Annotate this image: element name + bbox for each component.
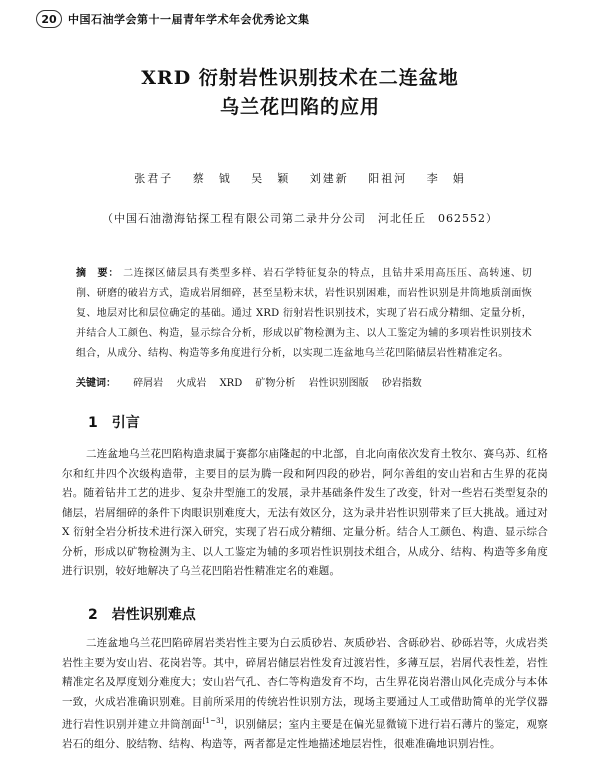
- page-number: 20: [36, 10, 62, 28]
- section-title: 岩性识别难点: [111, 607, 196, 623]
- author: 李 娟: [426, 172, 466, 185]
- keywords-label: 关键词：: [76, 378, 116, 389]
- abstract-label: 摘 要：: [76, 268, 120, 279]
- author: 吴 颖: [251, 172, 291, 185]
- citation: [1~3]: [202, 717, 224, 725]
- paper-title-line-2: 乌兰花凹陷的应用: [219, 96, 380, 118]
- lithology-difficulties-paragraph: [62, 634, 548, 755]
- paper-title: [0, 64, 600, 122]
- running-header: [36, 8, 570, 30]
- author: 张君子: [134, 172, 174, 185]
- section-heading-introduction: [88, 412, 140, 432]
- keyword: XRD 矿物分析: [219, 378, 296, 389]
- abstract-text: 二连探区储层具有类型多样、岩石学特征复杂的特点，且钻井采用高压压、高转速、切削、研磨的破岩方式，造成岩屑细碎，甚至呈粉末状，岩性识别困难，而岩性识别是井筒地质剖面恢复、地层对比和层位确定的基础。通过 XRD 衍射岩性识别技术，实现了岩石成分精细、定量分析，并结合人工颜色、构造，显示综合分析，形成以矿物检测为主、以人工鉴定为辅的多项岩性识别技术组合，从成分、结构、构造等多角度进行分析，以实现二连盆地乌兰花凹陷储层岩性精准定名。: [76, 268, 532, 359]
- section-number: 1: [88, 415, 98, 431]
- keyword: 岩性识别图版: [308, 378, 369, 389]
- keyword: 碎屑岩: [133, 378, 164, 389]
- section-number: 2: [88, 607, 98, 623]
- abstract: [76, 264, 532, 364]
- author-list: [0, 170, 600, 186]
- paper-title-line-1: XRD 衍射岩性识别技术在二连盆地: [141, 67, 459, 89]
- affiliation: （中国石油渤海钻探工程有限公司第二录井分公司 河北任丘 062552）: [102, 212, 498, 225]
- author: 阳祖河: [368, 172, 408, 185]
- introduction-paragraph: 二连盆地乌兰花凹陷构造隶属于赛都尔庙隆起的中北部，自北向南依次发育土牧尔、赛乌苏、红格尔和红井四个次级构造带，主要目的层为腾一段和阿四段的砂岩，阿尔善组的安山岩和古生界的花岗岩。随着钻井工艺的进步、复杂井型施工的发展，录井基础条件发生了改变，针对一些岩石类型复杂的储层，岩屑细碎的条件下肉眼识别难度大，无法有效区分，这为录井岩性识别带来了巨大挑战。通过对 X 衍射全岩分析技术进行深入研究，实现了岩石成分精细、定量分析。结合人工颜色、构造、显示综合分析，形成以矿物检测为主、以人工鉴定为辅的多项岩性识别技术组合，从成分、结构、构造等多角度进行识别，较好地解决了乌兰花凹陷岩性精准定名的难题。: [62, 448, 548, 577]
- author: 刘建新: [309, 172, 349, 185]
- keyword: 火成岩: [176, 378, 207, 389]
- paragraph-text: 二连盆地乌兰花凹陷碎屑岩类岩性主要为白云质砂岩、灰质砂岩、含砾砂岩、砂砾岩等，火成岩类岩性主要为安山岩、花岗岩等。其中，碎屑岩储层岩性发育过渡岩性，多薄互层，岩屑代表性差，岩性精准定名及厚度划分难度大；安山岩气孔、杏仁等构造发育不均，古生界花岗岩潜山风化壳成分与本体一致，火成岩准确识别难。目前所采用的传统岩性识别方法，现场主要通过人工或借助简单的光学仪器进行岩性识别并建立井筒剖面: [62, 637, 548, 731]
- section-title: 引言: [111, 415, 140, 431]
- paragraph-text: ，识别储层；室内主要是在偏光显微镜下进行岩石薄片的鉴定，观察岩石的组分、胶结物、结构、构造等，两者都是定性地描述地层岩性，很难准确地识别岩性。: [62, 718, 548, 750]
- keyword: 砂岩指数: [381, 378, 422, 389]
- section-heading-lithology-difficulties: [88, 604, 196, 624]
- running-head-title: 中国石油学会第十一届青年学术年会优秀论文集: [68, 13, 310, 26]
- author: 蔡 钺: [192, 172, 232, 185]
- keywords: [76, 374, 532, 394]
